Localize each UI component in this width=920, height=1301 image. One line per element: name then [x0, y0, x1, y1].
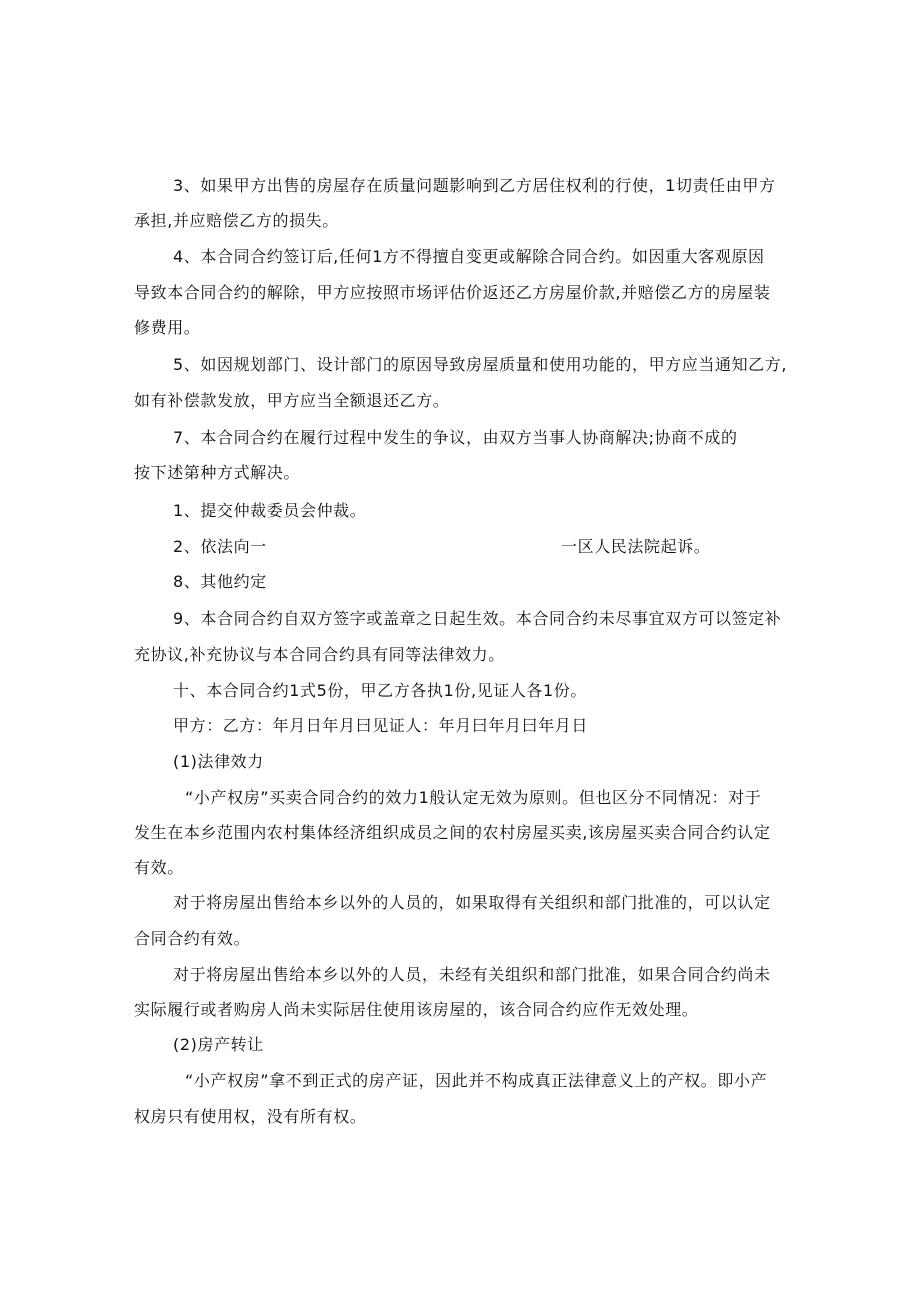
clause-7-line-2: 按下述第种方式解决。: [134, 463, 301, 482]
clause-10: 十、本合同合约1式5份，甲乙方各执1份,见证人各1份。: [173, 681, 588, 700]
clause-3-line-2: 承担,并应赔偿乙方的损失。: [134, 211, 339, 230]
legal-effect-line-1: “小产权房”买卖合同合约的效力1般认定无效为原则。但也区分不同情况：对于: [185, 788, 762, 807]
option-2-right: 一区人民法院起诉。: [561, 537, 711, 556]
clause-9-line-2: 充协议,补充协议与本合同合约具有同等法律效力。: [134, 645, 505, 664]
clause-5-line-2: 如有补偿款发放，甲方应当全额退还乙方。: [134, 391, 450, 410]
clause-4-line-3: 修费用。: [134, 318, 201, 337]
clause-3-line-1: 3、如果甲方出售的房屋存在质量问题影响到乙方居住权利的行使，1切责任由甲方: [173, 176, 776, 195]
unapproved-sale-line-1: 对于将房屋出售给本乡以外的人员，未经有关组织和部门批准，如果合同合约尚未: [173, 965, 771, 984]
clause-4-line-1: 4、本合同合约签订后,任何1方不得擅自变更或解除合同合约。如因重大客观原因: [173, 247, 765, 266]
legal-effect-line-3: 有效。: [134, 858, 184, 877]
heading-property-transfer: (2)房产转让: [173, 1035, 264, 1054]
legal-effect-line-2: 发生在本乡范围内农村集体经济组织成员之间的农村房屋买卖,该房屋买卖合同合约认定: [134, 823, 771, 842]
approved-sale-line-1: 对于将房屋出售给本乡以外的人员的，如果取得有关组织和部门批准的，可以认定: [173, 893, 771, 912]
clause-8: 8、其他约定: [173, 572, 267, 591]
clause-5-line-1: 5、如因规划部门、设计部门的原因导致房屋质量和使用功能的，甲方应当通知乙方,: [173, 355, 788, 374]
property-transfer-line-1: “小产权房”拿不到正式的房产证，因此并不构成真正法律意义上的产权。即小产: [185, 1071, 768, 1090]
signature-line: 甲方：乙方：年月日年月曰见证人：年月曰年月曰年月日: [173, 716, 589, 735]
clause-9-line-1: 9、本合同合约自双方签字或盖章之日起生效。本合同合约未尽事宜双方可以签定补: [173, 609, 782, 628]
option-2-left: 2、依法向一: [173, 537, 267, 556]
unapproved-sale-line-2: 实际履行或者购房人尚未实际居住使用该房屋的，该合同合约应作无效处理。: [134, 1000, 699, 1019]
clause-4-line-2: 导致本合同合约的解除，甲方应按照市场评估价返还乙方房屋价款,并赔偿乙方的房屋装: [134, 283, 771, 302]
approved-sale-line-2: 合同合约有效。: [134, 929, 251, 948]
property-transfer-line-2: 权房只有使用权，没有所有权。: [134, 1107, 367, 1126]
option-1: 1、提交仲裁委员会仲裁。: [173, 501, 367, 520]
clause-7-line-1: 7、本合同合约在履行过程中发生的争议，由双方当事人协商解决;协商不成的: [173, 428, 738, 447]
heading-legal-effect: (1)法律效力: [173, 752, 264, 771]
